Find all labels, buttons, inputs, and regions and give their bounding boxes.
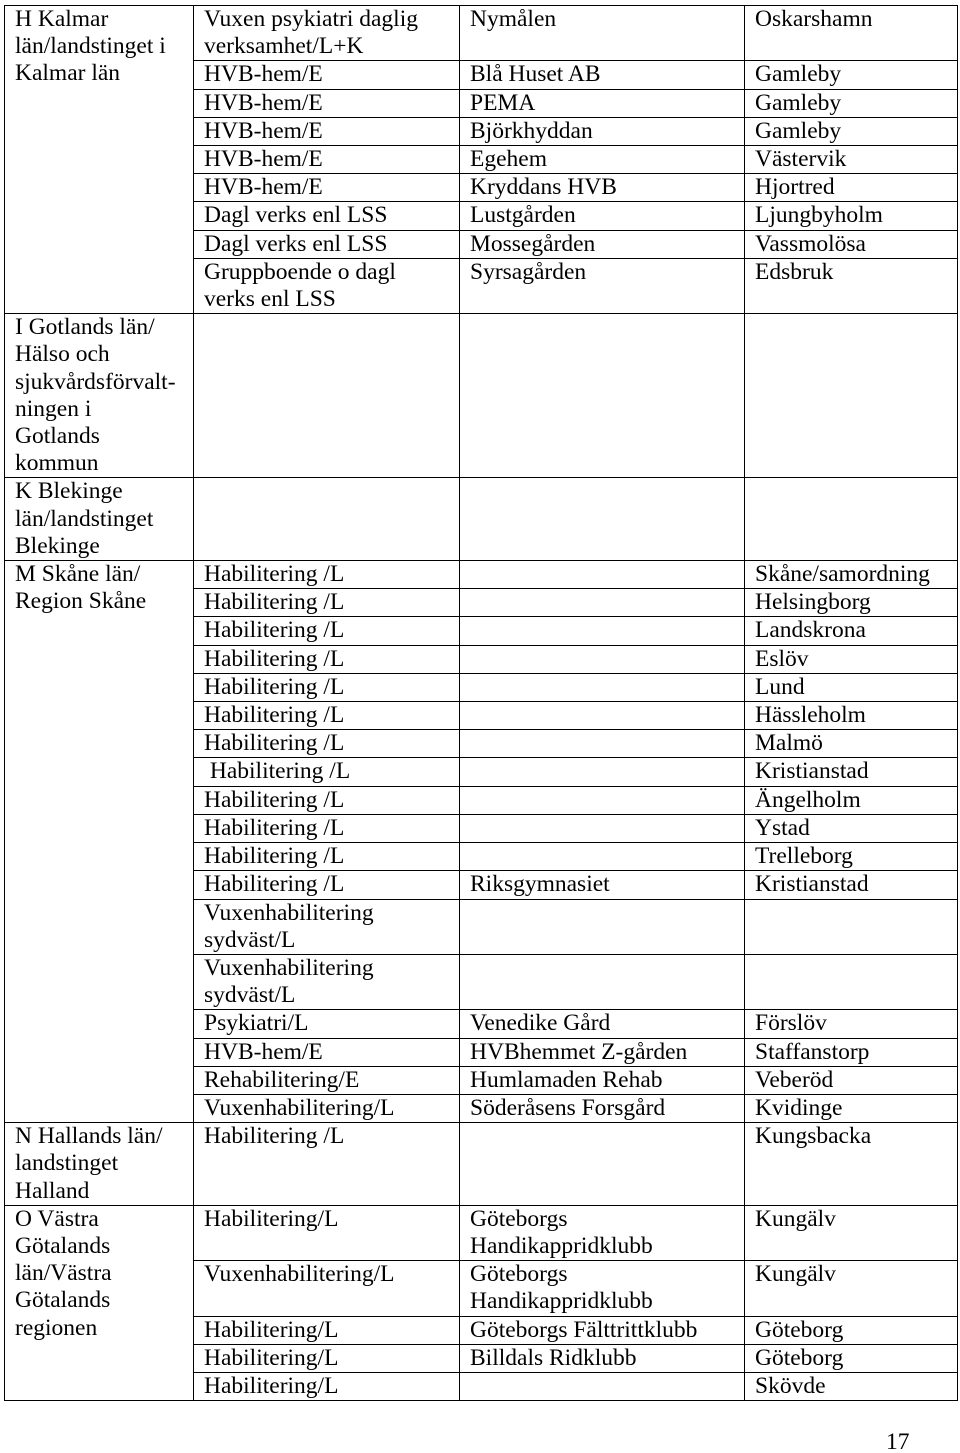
- location-cell: Malmö: [745, 730, 958, 758]
- location-cell: Hjortred: [745, 174, 958, 202]
- location-cell: Landskrona: [745, 617, 958, 645]
- activity-cell: Habilitering /L: [194, 702, 460, 730]
- location-cell: Staffanstorp: [745, 1038, 958, 1066]
- activity-cell: Habilitering /L: [194, 1123, 460, 1206]
- table-body: [5, 6, 958, 1401]
- location-cell: Kungälv: [745, 1261, 958, 1316]
- facility-cell: HVBhemmet Z-gården: [460, 1038, 745, 1066]
- location-cell: Lund: [745, 673, 958, 701]
- facility-cell: [460, 1123, 745, 1206]
- region-cell: M Skåne län/ Region Skåne: [5, 561, 194, 1123]
- facility-cell: [460, 814, 745, 842]
- location-cell: Skåne/samordning: [745, 561, 958, 589]
- activity-cell: Gruppboende o dagl verks enl LSS: [194, 258, 460, 313]
- activity-cell: HVB-hem/E: [194, 61, 460, 89]
- table-row: [5, 478, 958, 561]
- facility-cell: [460, 702, 745, 730]
- activity-cell: Habilitering/L: [194, 1372, 460, 1400]
- location-cell: Västervik: [745, 146, 958, 174]
- activity-cell: Habilitering /L: [194, 814, 460, 842]
- facility-cell: Söderåsens Forsgård: [460, 1094, 745, 1122]
- activity-cell: Vuxenhabilitering sydväst/L: [194, 954, 460, 1009]
- facility-cell: Kryddans HVB: [460, 174, 745, 202]
- activity-cell: Rehabilitering/E: [194, 1066, 460, 1094]
- table-row: [5, 314, 958, 478]
- activity-cell: [194, 314, 460, 478]
- facility-cell: Syrsagården: [460, 258, 745, 313]
- activity-cell: Dagl verks enl LSS: [194, 230, 460, 258]
- activity-cell: Habilitering/L: [194, 1344, 460, 1372]
- location-cell: [745, 954, 958, 1009]
- location-cell: Ljungbyholm: [745, 202, 958, 230]
- activity-cell: Habilitering /L: [194, 645, 460, 673]
- location-cell: Göteborg: [745, 1344, 958, 1372]
- location-cell: Hässleholm: [745, 702, 958, 730]
- facility-cell: Lustgården: [460, 202, 745, 230]
- activity-cell: Vuxenhabilitering/L: [194, 1094, 460, 1122]
- location-cell: [745, 899, 958, 954]
- facility-cell: [460, 478, 745, 561]
- activity-cell: Habilitering /L: [194, 673, 460, 701]
- activity-cell: Habilitering /L: [194, 871, 460, 899]
- activity-cell: HVB-hem/E: [194, 117, 460, 145]
- activity-cell: Vuxen psykiatri daglig verksamhet/L+K: [194, 6, 460, 61]
- facility-cell: [460, 561, 745, 589]
- activity-cell: Habilitering /L: [194, 730, 460, 758]
- facility-cell: Göteborgs Handikappridklubb: [460, 1261, 745, 1316]
- facility-cell: [460, 954, 745, 1009]
- location-cell: [745, 478, 958, 561]
- facility-cell: Björkhyddan: [460, 117, 745, 145]
- facility-cell: [460, 730, 745, 758]
- location-cell: Göteborg: [745, 1316, 958, 1344]
- facility-cell: Nymålen: [460, 6, 745, 61]
- facility-cell: [460, 1372, 745, 1400]
- region-cell: O Västra Götalands län/Västra Götalands regionen: [5, 1205, 194, 1400]
- location-cell: Ängelholm: [745, 786, 958, 814]
- facility-cell: [460, 758, 745, 786]
- activity-cell: Habilitering /L: [194, 786, 460, 814]
- table-row: [5, 1205, 958, 1260]
- location-cell: [745, 314, 958, 478]
- activity-cell: Vuxenhabilitering/L: [194, 1261, 460, 1316]
- page-number: 17: [886, 1429, 910, 1453]
- table-row: [5, 1123, 958, 1206]
- location-cell: Trelleborg: [745, 843, 958, 871]
- location-cell: Helsingborg: [745, 589, 958, 617]
- facility-cell: Humlamaden Rehab: [460, 1066, 745, 1094]
- table-row: [5, 561, 958, 589]
- facility-cell: Riksgymnasiet: [460, 871, 745, 899]
- activity-cell: HVB-hem/E: [194, 1038, 460, 1066]
- facility-cell: [460, 617, 745, 645]
- activity-cell: Vuxenhabilitering sydväst/L: [194, 899, 460, 954]
- facility-cell: Venedike Gård: [460, 1010, 745, 1038]
- activity-cell: HVB-hem/E: [194, 174, 460, 202]
- facility-cell: Egehem: [460, 146, 745, 174]
- facility-cell: [460, 314, 745, 478]
- activity-cell: Habilitering /L: [194, 589, 460, 617]
- location-cell: Ystad: [745, 814, 958, 842]
- location-cell: Kristianstad: [745, 871, 958, 899]
- facility-cell: [460, 843, 745, 871]
- location-cell: Vassmolösa: [745, 230, 958, 258]
- location-cell: Förslöv: [745, 1010, 958, 1038]
- activity-cell: HVB-hem/E: [194, 146, 460, 174]
- location-cell: Skövde: [745, 1372, 958, 1400]
- location-cell: Kristianstad: [745, 758, 958, 786]
- activity-cell: Habilitering /L: [194, 843, 460, 871]
- activity-cell: Habilitering /L: [194, 617, 460, 645]
- activity-cell: [194, 478, 460, 561]
- location-cell: Kungälv: [745, 1205, 958, 1260]
- location-cell: Oskarshamn: [745, 6, 958, 61]
- location-cell: Edsbruk: [745, 258, 958, 313]
- activity-cell: Habilitering/L: [194, 1205, 460, 1260]
- activity-cell: Psykiatri/L: [194, 1010, 460, 1038]
- activity-cell: Dagl verks enl LSS: [194, 202, 460, 230]
- region-cell: K Blekinge län/landstinget Blekinge: [5, 478, 194, 561]
- activity-cell: Habilitering/L: [194, 1316, 460, 1344]
- location-cell: Eslöv: [745, 645, 958, 673]
- activity-cell: HVB-hem/E: [194, 89, 460, 117]
- facility-cell: Göteborgs Fälttrittklubb: [460, 1316, 745, 1344]
- region-cell: N Hallands län/ landstinget Halland: [5, 1123, 194, 1206]
- region-cell: H Kalmar län/landstinget i Kalmar län: [5, 6, 194, 314]
- facility-cell: Blå Huset AB: [460, 61, 745, 89]
- facility-cell: [460, 589, 745, 617]
- region-cell: I Gotlands län/ Hälso och sjukvårdsförvalt- ningen i Gotlands kommun: [5, 314, 194, 478]
- activity-cell: Habilitering /L: [194, 561, 460, 589]
- facility-cell: Mossegården: [460, 230, 745, 258]
- facility-cell: [460, 899, 745, 954]
- location-cell: Veberöd: [745, 1066, 958, 1094]
- facility-cell: PEMA: [460, 89, 745, 117]
- facility-cell: [460, 645, 745, 673]
- location-cell: Kvidinge: [745, 1094, 958, 1122]
- facility-table: [4, 5, 958, 1401]
- facility-cell: [460, 673, 745, 701]
- facility-cell: [460, 786, 745, 814]
- location-cell: Gamleby: [745, 89, 958, 117]
- location-cell: Gamleby: [745, 117, 958, 145]
- facility-cell: Billdals Ridklubb: [460, 1344, 745, 1372]
- location-cell: Gamleby: [745, 61, 958, 89]
- activity-cell: Habilitering /L: [194, 758, 460, 786]
- location-cell: Kungsbacka: [745, 1123, 958, 1206]
- facility-cell: Göteborgs Handikappridklubb: [460, 1205, 745, 1260]
- table-row: [5, 6, 958, 61]
